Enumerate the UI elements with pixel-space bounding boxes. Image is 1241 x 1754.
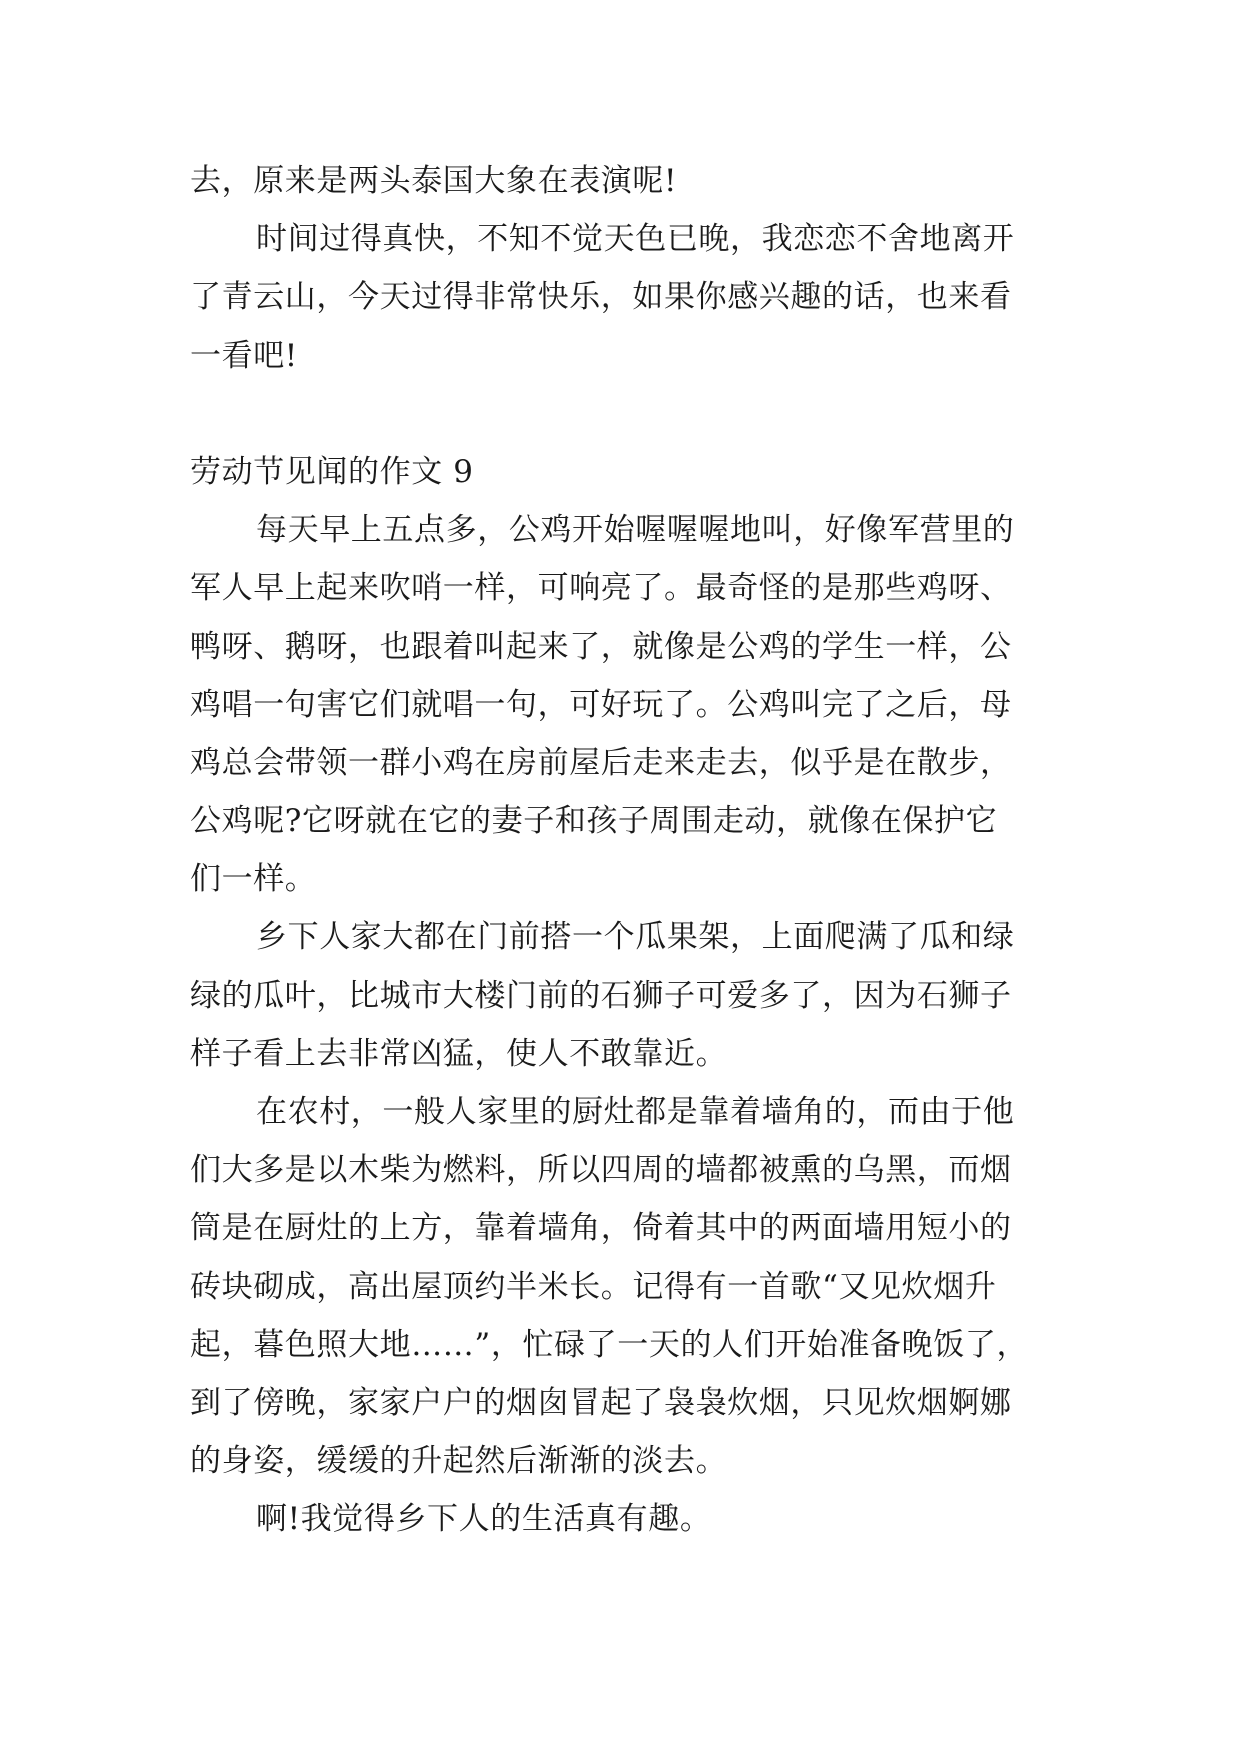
text-line: 去，原来是两头泰国大象在表演呢! xyxy=(190,163,678,199)
text-line: 一看吧! xyxy=(190,337,298,374)
text-line: 们大多是以木柴为燃料，所以四周的墙都被熏的乌黑，而烟 xyxy=(190,1152,1012,1189)
document-body xyxy=(190,152,1060,1549)
section-heading xyxy=(190,443,1060,501)
heading-text: 劳动节见闻的作文 9 xyxy=(190,453,474,490)
text-line: 时间过得真快，不知不觉天色已晚，我恋恋不舍地离开 xyxy=(256,221,1015,258)
text-line: 筒是在厨灶的上方，靠着墙角，倚着其中的两面墙用短小的 xyxy=(190,1210,1012,1247)
paragraph-kitchen-stove xyxy=(190,1083,1060,1490)
text-line: 公鸡呢?它呀就在它的妻子和孩子周围走动，就像在保护它 xyxy=(190,803,998,840)
paragraph-continuation xyxy=(190,152,1060,210)
text-line: 起，暮色照大地……”，忙碌了一天的人们开始准备晚饭了， xyxy=(190,1326,1029,1363)
text-line: 样子看上去非常凶猛，使人不敢靠近。 xyxy=(190,1035,728,1072)
text-line: 们一样。 xyxy=(190,861,317,898)
section-spacer xyxy=(190,385,1060,443)
text-line: 每天早上五点多，公鸡开始喔喔喔地叫，好像军营里的 xyxy=(256,512,1015,549)
text-line: 鸡唱一句害它们就唱一句，可好玩了。公鸡叫完了之后，母 xyxy=(190,686,1012,723)
text-line: 到了傍晚，家家户户的烟囱冒起了袅袅炊烟，只见炊烟婀娜 xyxy=(190,1384,1012,1421)
text-line: 了青云山，今天过得非常快乐，如果你感兴趣的话，也来看 xyxy=(190,279,1012,316)
text-line: 的身姿，缓缓的升起然后渐渐的淡去。 xyxy=(190,1443,728,1480)
paragraph-conclusion xyxy=(190,1490,1060,1548)
text-line: 在农村，一般人家里的厨灶都是靠着墙角的，而由于他 xyxy=(256,1094,1015,1130)
text-line: 乡下人家大都在门前搭一个瓜果架，上面爬满了瓜和绿 xyxy=(256,919,1015,956)
text-line: 军人早上起来吹哨一样，可响亮了。最奇怪的是那些鸡呀、 xyxy=(190,570,1012,607)
text-line: 啊!我觉得乡下人的生活真有趣。 xyxy=(256,1501,712,1538)
paragraph-roosters xyxy=(190,501,1060,908)
paragraph-closing xyxy=(190,210,1060,385)
paragraph-melon-trellis xyxy=(190,908,1060,1083)
text-line: 鸡总会带领一群小鸡在房前屋后走来走去，似乎是在散步， xyxy=(190,744,1012,781)
text-line: 砖块砌成，高出屋顶约半米长。记得有一首歌“又见炊烟升 xyxy=(190,1268,997,1305)
text-line: 绿的瓜叶，比城市大楼门前的石狮子可爱多了，因为石狮子 xyxy=(190,977,1012,1014)
text-line: 鸭呀、鹅呀，也跟着叫起来了，就像是公鸡的学生一样，公 xyxy=(190,628,1012,665)
